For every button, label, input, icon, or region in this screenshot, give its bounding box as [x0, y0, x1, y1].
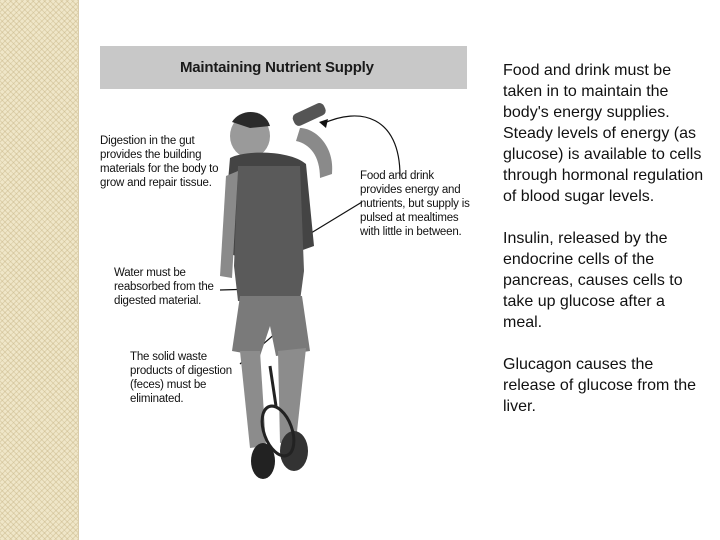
paragraph-glucagon: Glucagon causes the release of glucose from the liver.	[503, 356, 696, 415]
athlete-figure	[220, 101, 332, 479]
caption-food-and-drink: Food and drink provides energy and nutrients, but supply is pulsed at mealtimes with little in between.	[360, 170, 470, 238]
caption-water-reabsorption: Water must be reabsorbed from the digested material.	[114, 267, 214, 307]
arrowhead-drink	[319, 119, 328, 128]
arrow-drink-to-mouth	[322, 116, 400, 176]
nutrient-supply-figure	[100, 46, 470, 496]
decorative-side-strip	[0, 0, 79, 540]
torso	[234, 166, 304, 301]
shorts	[232, 296, 310, 356]
paragraph-energy-supply: Food and drink must be taken in to maintain the body's energy supplies. Steady levels of energy (as glucose) is available to cells through hormonal regulation of blood sugar levels.	[503, 62, 704, 205]
figure-title: Maintaining Nutrient Supply	[180, 59, 374, 76]
caption-digestion: Digestion in the gut provides the building materials for the body to grow and repair tissue.	[100, 135, 219, 189]
caption-solid-waste: The solid waste products of digestion (feces) must be eliminated.	[130, 351, 232, 405]
paragraph-insulin: Insulin, released by the endocrine cells of the pancreas, causes cells to take up glucose after a meal.	[503, 230, 683, 331]
explanation-text	[503, 60, 708, 438]
